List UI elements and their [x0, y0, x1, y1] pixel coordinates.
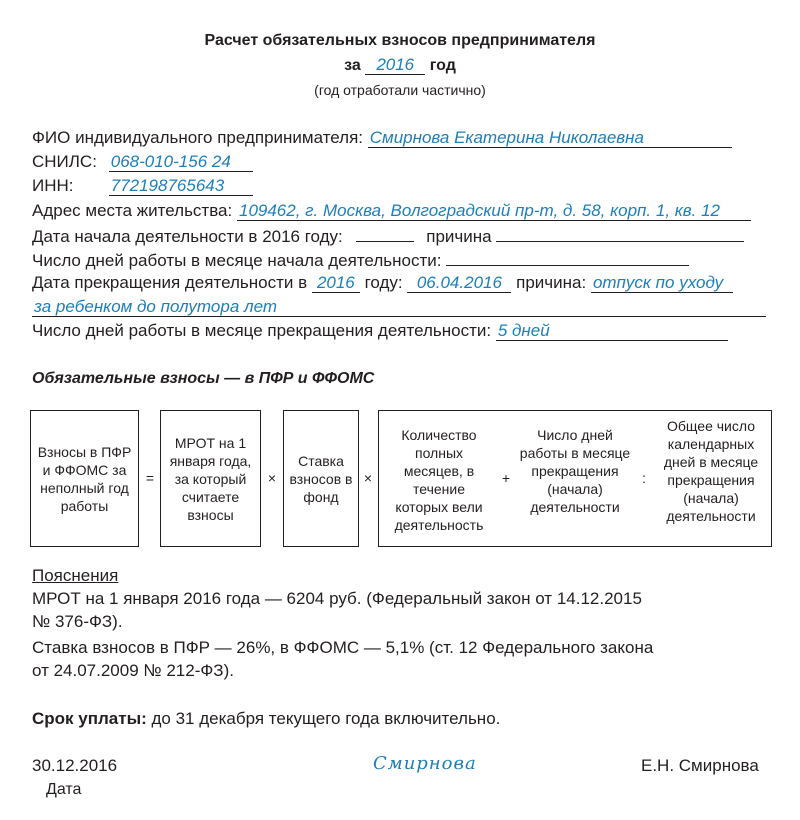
end-label-1: Дата прекращения деятельности в [32, 273, 308, 292]
formula-mrot-box [160, 410, 261, 547]
formula-rate-text: Ставка взносов в фонд [289, 452, 353, 505]
start-date-field[interactable] [356, 225, 414, 242]
document-subtitle: (год отработали частично) [314, 82, 486, 98]
footer-name: Е.Н. Смирнова [641, 756, 759, 775]
document-title: Расчет обязательных взносов предпринимателя [204, 32, 596, 49]
end-reason-field-1[interactable]: отпуск по уходу [591, 273, 733, 293]
formula-result-box [30, 410, 139, 547]
address-label: Адрес места жительства: [32, 201, 233, 220]
signature: Смирнова [373, 753, 477, 774]
start-days-field[interactable] [446, 249, 689, 266]
divide-sign: : [642, 470, 646, 486]
formula-days-text: Число дней работы в месяце прекращения (начала) деятельности [519, 427, 631, 515]
equals-sign: = [145, 470, 155, 486]
end-reason-row-2 [32, 297, 766, 317]
end-year-field[interactable]: 2016 [312, 273, 360, 293]
plus-sign: + [501, 470, 511, 486]
note-rate-line-2: от 24.07.2009 № 212-ФЗ). [32, 661, 234, 680]
inn-field[interactable]: 772198765643 [109, 176, 253, 196]
multiply-sign-1: × [267, 470, 277, 486]
year-suffix: год [429, 57, 456, 74]
note-mrot-line-2: № 376-ФЗ). [32, 612, 123, 631]
footer-date-label: Дата [46, 781, 82, 798]
note-mrot-line-1: МРОТ на 1 января 2016 года — 6204 руб. (Федеральный закон от 14.12.2015 [32, 589, 642, 608]
start-reason-field[interactable] [496, 225, 744, 242]
address-field[interactable]: 109462, г. Москва, Волгоградский пр-т, д. 58, корп. 1, кв. 12 [237, 201, 751, 221]
end-label-2: году: [364, 273, 403, 292]
end-days-row [32, 321, 728, 341]
deadline-label: Срок уплаты: [32, 709, 147, 728]
formula-months-text: Количество полных месяцев, в течение которых вели деятельность [394, 427, 484, 533]
fio-row [32, 128, 732, 148]
deadline-value: до 31 декабря текущего года включительно. [151, 709, 501, 728]
year-value[interactable]: 2016 [365, 55, 425, 75]
multiply-sign-2: × [363, 470, 373, 486]
formula-rate-box [283, 410, 359, 547]
footer-date: 30.12.2016 [32, 756, 118, 775]
start-reason-label: причина [426, 227, 492, 246]
notes-heading: Пояснения [32, 566, 119, 585]
deadline-line [32, 707, 500, 730]
end-days-label: Число дней работы в месяце прекращения деятельности: [32, 321, 492, 340]
start-days-row [32, 249, 689, 271]
inn-label: ИНН: [32, 176, 74, 195]
fio-field[interactable]: Смирнова Екатерина Николаевна [368, 128, 732, 148]
formula-result-text: Взносы в ПФР и ФФОМС за неполный год работы [37, 443, 132, 514]
end-days-field[interactable]: 5 дней [496, 321, 728, 341]
inn-row [32, 176, 253, 196]
formula-mrot-text: МРОТ на 1 января года, за который считаете взносы [169, 434, 252, 523]
note-rate-line-1: Ставка взносов в ПФР — 26%, в ФФОМС — 5,1% (ст. 12 Федерального закона [32, 638, 654, 657]
snils-label: СНИЛС: [32, 152, 97, 171]
end-reason-field-2[interactable]: за ребенком до полутора лет [32, 297, 766, 317]
formula-total-days-text: Общее число календарных дней в месяце прекращения (начала) деятельности [663, 418, 759, 524]
fio-label: ФИО индивидуального предпринимателя: [32, 128, 364, 147]
end-reason-label: причина: [516, 273, 587, 292]
year-line [0, 55, 800, 75]
snils-field[interactable]: 068-010-156 24 [109, 152, 253, 172]
formula-fraction-box [378, 410, 772, 547]
start-row [32, 225, 744, 247]
year-prefix: за [344, 57, 361, 74]
snils-row [32, 152, 253, 172]
end-date-field[interactable]: 06.04.2016 [407, 273, 511, 293]
section-title: Обязательные взносы — в ПФР и ФФОМС [32, 370, 375, 387]
start-days-label: Число дней работы в месяце начала деятельности: [32, 251, 442, 270]
start-label: Дата начала деятельности в 2016 году: [32, 227, 343, 246]
end-row [32, 273, 733, 293]
address-row [32, 201, 751, 221]
